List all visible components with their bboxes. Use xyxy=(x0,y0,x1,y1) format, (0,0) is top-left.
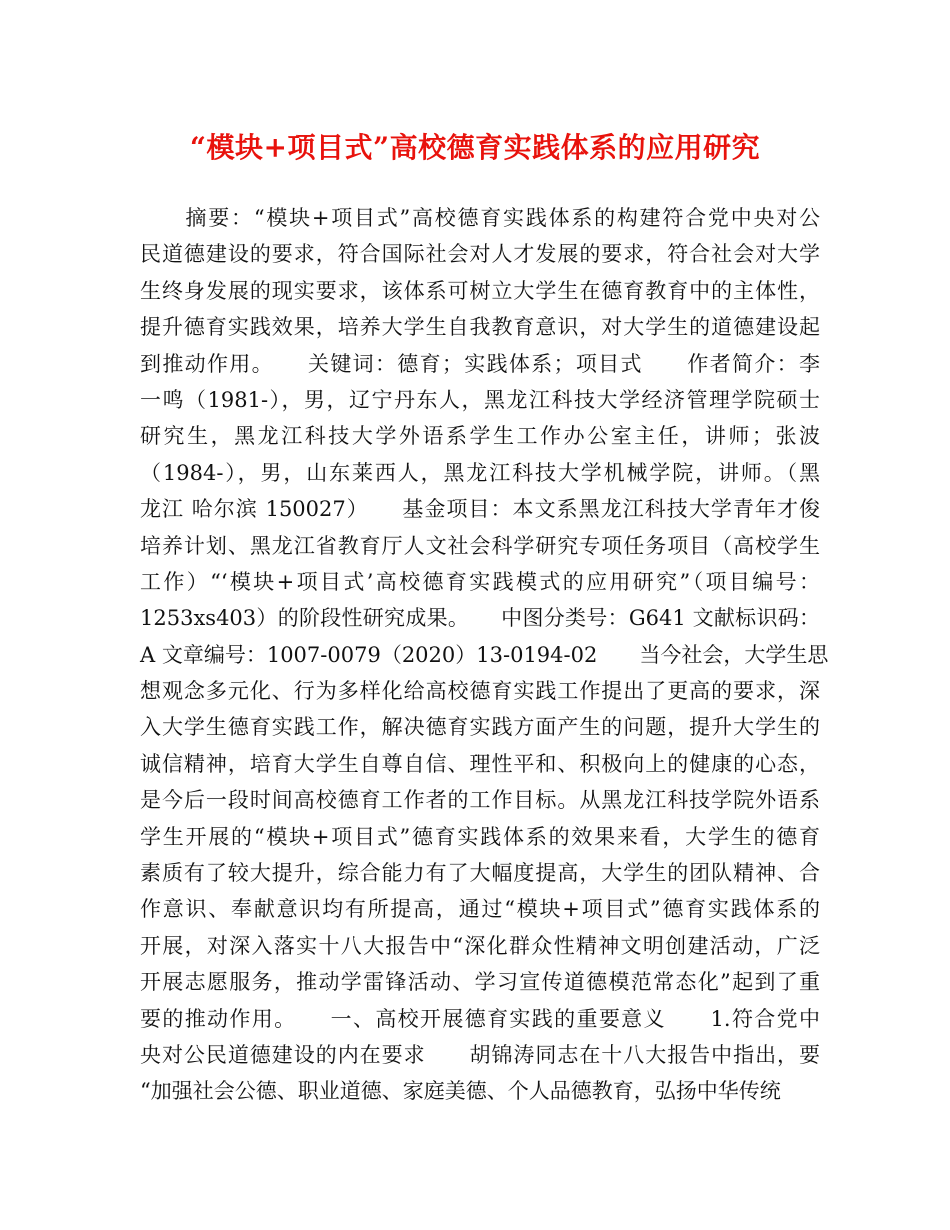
body-line: 摘要：“模块+项目式”高校德育实践体系的构建符合党中央对公 xyxy=(140,206,820,230)
body-line: 开展，对深入落实十八大报告中“深化群众性精神文明创建活动，广泛 xyxy=(140,933,820,958)
document-body xyxy=(140,200,829,1110)
body-line: 研究生，黑龙江科技大学外语系学生工作办公室主任，讲师；张波 xyxy=(140,424,820,449)
body-line: A 文章编号：1007-0079（2020）13-0194-02 当今社会，大学生思 xyxy=(140,642,829,667)
body-line: 诚信精神，培育大学生自尊自信、理性平和、积极向上的健康的心态， xyxy=(140,751,820,776)
body-line: 龙江 哈尔滨 150027） 基金项目：本文系黑龙江科技大学青年才俊 xyxy=(140,497,820,522)
body-line: “加强社会公德、职业道德、家庭美德、个人品德教育，弘扬中华传统 xyxy=(140,1079,781,1104)
body-line: 作意识、奉献意识均有所提高，通过“模块+项目式”德育实践体系的 xyxy=(140,897,820,922)
body-line: 民道德建设的要求，符合国际社会对人才发展的要求，符合社会对大学 xyxy=(140,242,820,267)
body-line: 入大学生德育实践工作，解决德育实践方面产生的问题，提升大学生的 xyxy=(140,715,820,740)
body-line: 一鸣（1981-），男，辽宁丹东人，黑龙江科技大学经济管理学院硕士 xyxy=(140,387,820,412)
body-line: 1253xs403）的阶段性研究成果。 中图分类号：G641 文献标识码： xyxy=(140,606,820,631)
body-line: 素质有了较大提升，综合能力有了大幅度提高，大学生的团队精神、合 xyxy=(140,861,820,886)
body-line: 开展志愿服务，推动学雷锋活动、学习宣传道德模范常态化”起到了重 xyxy=(140,970,820,995)
body-line: 工作）“‘模块+项目式’高校德育实践模式的应用研究”（项目编号： xyxy=(140,569,820,594)
body-line: 生终身发展的现实要求，该体系可树立大学生在德育教育中的主体性， xyxy=(140,278,820,303)
body-line: 到推动作用。 关键词：德育；实践体系；项目式 作者简介：李 xyxy=(140,351,820,376)
body-line: 想观念多元化、行为多样化给高校德育实践工作提出了更高的要求，深 xyxy=(140,679,820,704)
document-title: “模块+项目式”高校德育实践体系的应用研究 xyxy=(189,131,761,164)
body-line: 学生开展的“模块+项目式”德育实践体系的效果来看，大学生的德育 xyxy=(140,824,820,849)
body-line: （1984-），男，山东莱西人，黑龙江科技大学机械学院，讲师。（黑 xyxy=(140,460,820,485)
body-line: 提升德育实践效果，培养大学生自我教育意识，对大学生的道德建设起 xyxy=(140,315,820,340)
body-line: 培养计划、黑龙江省教育厅人文社会科学研究专项任务项目（高校学生 xyxy=(140,533,820,558)
body-line: 要的推动作用。 一、高校开展德育实践的重要意义 1.符合党中 xyxy=(140,1006,820,1031)
body-line: 央对公民道德建设的内在要求 胡锦涛同志在十八大报告中指出，要 xyxy=(140,1042,820,1067)
body-line: 是今后一段时间高校德育工作者的工作目标。从黑龙江科技学院外语系 xyxy=(140,788,820,813)
